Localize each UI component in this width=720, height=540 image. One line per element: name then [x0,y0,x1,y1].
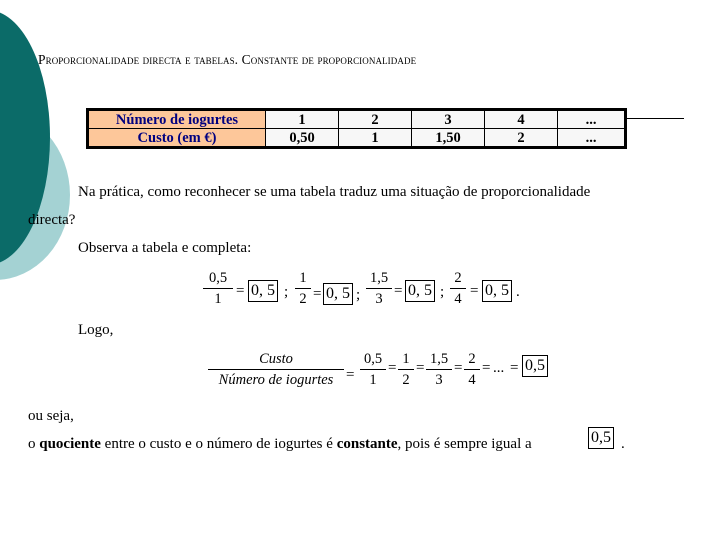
table-cell: 3 [412,111,485,129]
fraction-bar [398,369,414,370]
keyword-quotient: quociente [39,436,101,452]
table-cell: 1 [266,111,339,129]
fraction-bar [366,288,392,289]
answer-box: 0,5 [588,427,614,449]
fraction [464,351,480,388]
equals-sign: = [236,283,245,299]
keyword-constant: constante [336,436,398,452]
denominator: 1 [214,291,222,307]
equals-sign: = [454,360,463,376]
denominator-text: Número de iogurtes [218,372,334,388]
table-cell: 2 [485,129,558,147]
question-line-1: Na prática, como reconhecer se uma tabela traduz uma situação de proporcionalidade [78,184,591,200]
fraction-bar [295,288,311,289]
fraction [398,351,414,388]
fraction-bar [360,369,386,370]
fraction [295,270,311,307]
equals-sign: = [482,360,491,376]
answer-box: 0, 5 [323,283,353,305]
table-cell: 0,50 [266,129,339,147]
conclusion-sentence [28,436,532,453]
table-row [89,129,625,147]
conclusion-lead: ou seja, [28,408,74,424]
table-cell: 1,50 [412,129,485,147]
table-cell: ... [558,111,625,129]
answer-box: 0, 5 [482,280,512,302]
row-header: Número de iogurtes [89,111,266,129]
logo-text: Logo, [78,322,114,338]
fraction [426,351,452,388]
numerator: 1 [299,270,307,286]
table-cell: 1 [339,129,412,147]
data-table [88,110,625,147]
conclusion-text: , pois é sempre igual a [397,436,532,452]
table-cell: ... [558,129,625,147]
fraction [360,351,386,388]
table-cell: 4 [485,111,558,129]
answer-box: 0, 5 [248,280,278,302]
answer-box: 0, 5 [405,280,435,302]
fraction-bar [203,288,233,289]
equals-sign: = [394,283,403,299]
fraction-bar [208,369,344,370]
denominator: 2 [299,291,307,307]
equals-sign: = [470,283,479,299]
fraction-bar [426,369,452,370]
numerator: 1,5 [369,270,389,286]
equals-sign: = [313,286,322,302]
numerator: 0,5 [363,351,383,367]
conclusion-text: o [28,436,40,452]
equals-sign: = [416,360,425,376]
denominator [208,372,344,388]
numerator: 0,5 [208,270,228,286]
fraction-bar [450,288,466,289]
instruction: Observa a tabela e completa: [78,240,252,256]
separator: ; [440,284,445,300]
denominator: 3 [375,291,383,307]
ellipsis: ... [493,360,505,376]
denominator: 4 [468,372,476,388]
page-title: Proporcionalidade directa e tabelas. Constante de proporcionalidade [38,52,417,67]
table-row [89,111,625,129]
general-fraction [208,351,344,388]
numerator: 1 [402,351,410,367]
period: . [621,436,625,452]
denominator: 2 [402,372,410,388]
equals-sign: = [388,360,397,376]
table-cell: 2 [339,111,412,129]
numerator [208,351,344,367]
denominator: 3 [435,372,443,388]
answer-box: 0,5 [522,355,548,377]
numerator: 1,5 [429,351,449,367]
question-line-2: directa? [28,212,76,228]
numerator-text: Custo [259,351,293,367]
fraction [203,270,233,307]
fraction-bar [464,369,480,370]
row-header: Custo (em €) [89,129,266,147]
separator: ; [356,287,361,303]
denominator: 1 [369,372,377,388]
fraction [366,270,392,307]
equals-sign: = [346,367,355,383]
equals-sign: = [510,360,519,376]
conclusion-text: entre o custo e o número de iogurtes é [100,436,337,452]
separator: . [516,284,520,300]
separator: ; [284,284,289,300]
numerator: 2 [468,351,476,367]
denominator: 4 [454,291,462,307]
numerator: 2 [454,270,462,286]
fraction [450,270,466,307]
